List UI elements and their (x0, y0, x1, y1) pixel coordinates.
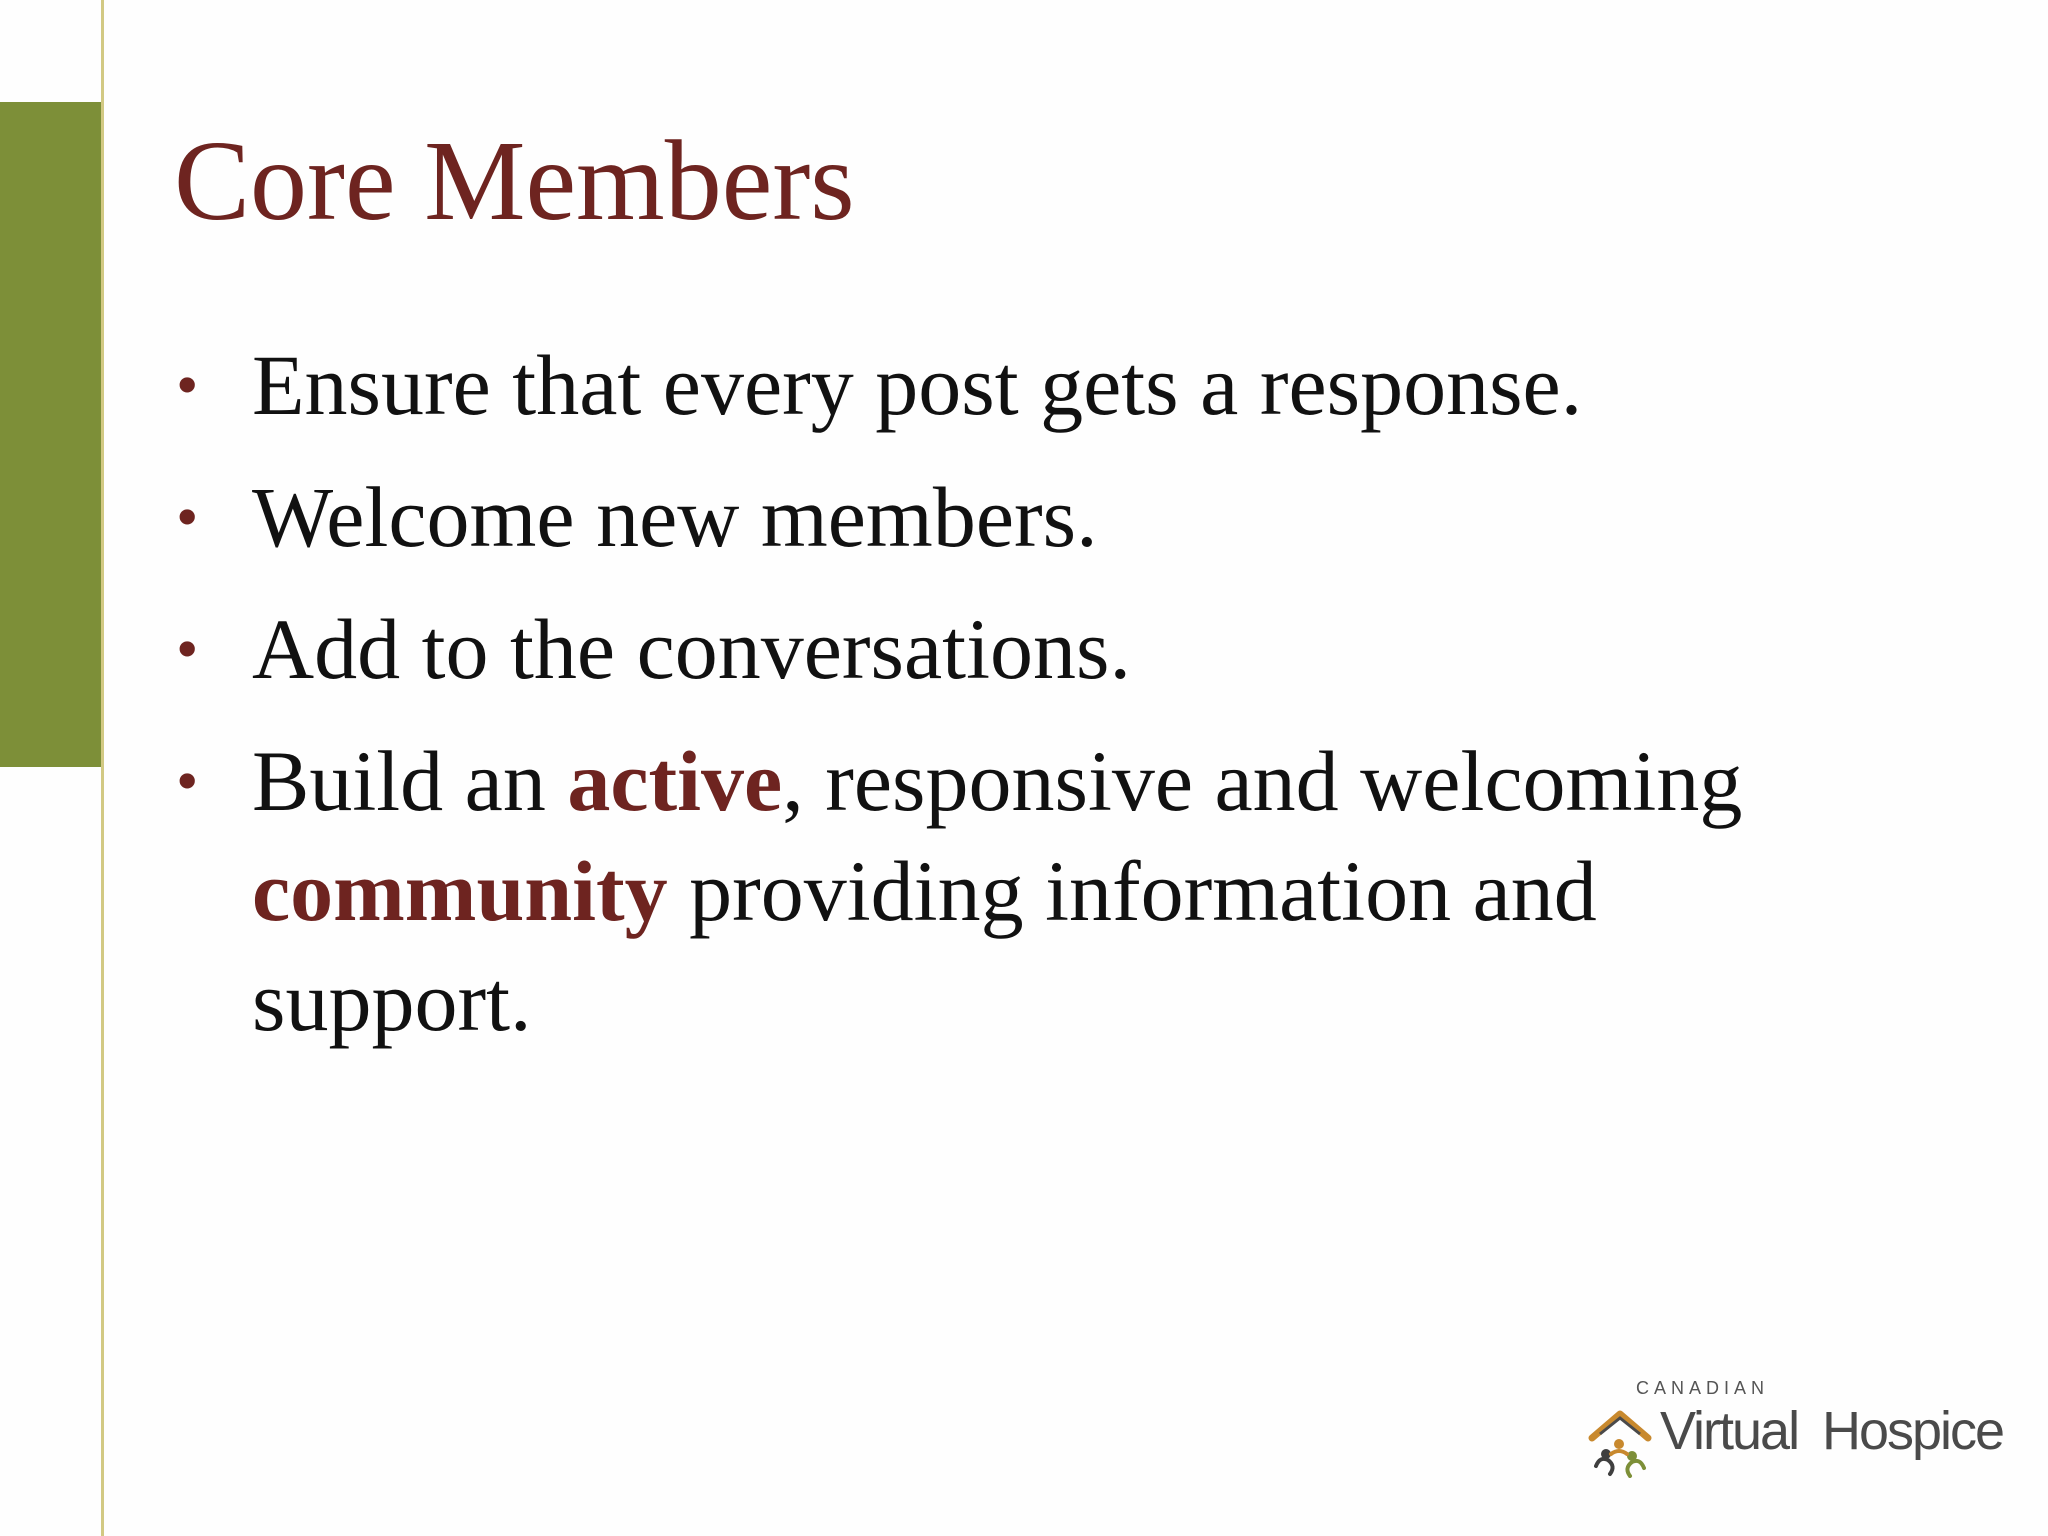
bullet-item (174, 462, 1874, 572)
bullet-text (252, 733, 1742, 1049)
logo-word-virtual: Virtual (1660, 1401, 1799, 1461)
bullet-icon: • (176, 613, 199, 684)
bullet-text-part: providing information and support. (252, 843, 1597, 1049)
bullet-item (174, 330, 1874, 440)
bullet-text: Welcome new members. (252, 469, 1098, 565)
bullet-list (174, 330, 1874, 1078)
bullet-icon: • (176, 745, 199, 816)
emphasis-community: community (252, 843, 668, 939)
bullet-text-part: Build an (252, 733, 568, 829)
bullet-item (174, 726, 1874, 1056)
bullet-icon: • (176, 349, 199, 420)
bullet-item (174, 594, 1874, 704)
bullet-text: Ensure that every post gets a response. (252, 337, 1583, 433)
bullet-text-part: , responsive and welcoming (782, 733, 1743, 829)
accent-bar (0, 102, 101, 767)
slide-title: Core Members (174, 117, 855, 244)
canadian-virtual-hospice-logo (1586, 1378, 2006, 1482)
house-people-icon (1586, 1404, 1654, 1478)
logo-country-text: CANADIAN (1636, 1378, 1770, 1398)
bullet-text: Add to the conversations. (252, 601, 1131, 697)
vertical-rule (101, 0, 104, 1536)
emphasis-active: active (567, 733, 783, 829)
bullet-icon: • (176, 481, 199, 552)
logo-word-hospice: Hospice (1822, 1401, 2004, 1461)
